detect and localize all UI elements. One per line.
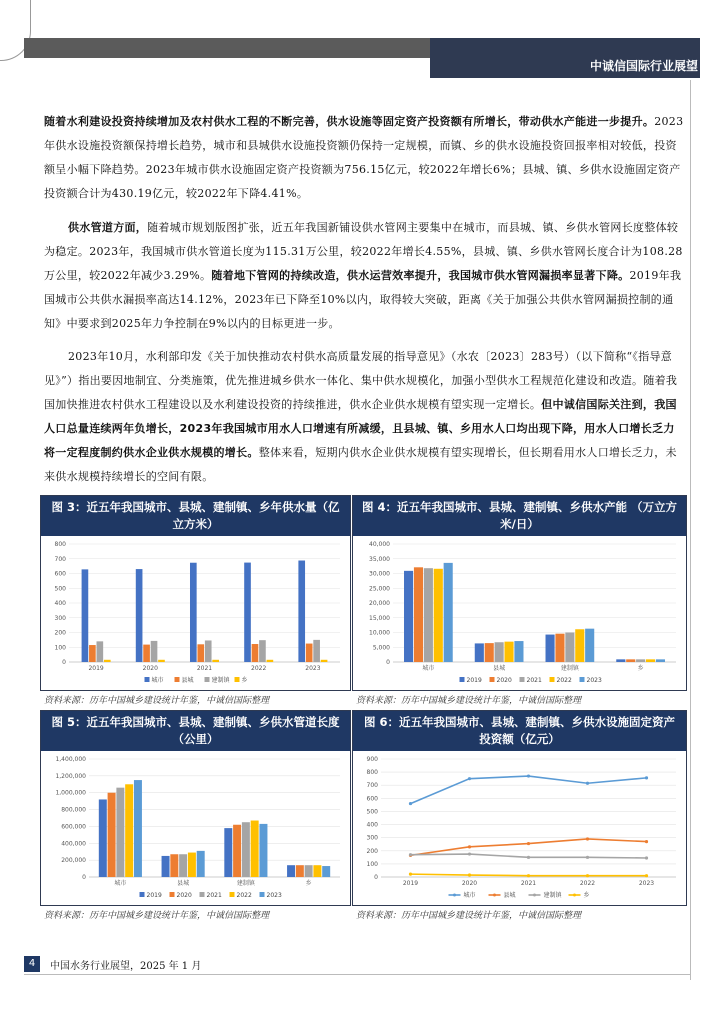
point-建制镇: [586, 856, 589, 859]
bar-乡-2023: [321, 660, 328, 662]
bar-2021-建制镇: [565, 633, 574, 663]
y-tick-label: 700: [54, 555, 66, 563]
legend-swatch: [170, 892, 175, 897]
y-tick-label: 0: [62, 659, 66, 666]
legend-label: 2023: [586, 677, 602, 684]
bar-2020-建制镇: [233, 825, 241, 877]
bar-2019-城市: [404, 571, 413, 662]
point-乡: [409, 873, 412, 876]
y-tick-label: 400,000: [61, 840, 86, 848]
figure-5-source: 资料来源：历年中国城乡建设统计年鉴，中诚信国际整理: [44, 911, 270, 921]
y-tick-label: 400: [366, 821, 378, 829]
point-县城: [586, 837, 589, 840]
x-tick-label: 建制镇: [236, 880, 255, 887]
bar-2022-乡: [313, 865, 321, 877]
y-tick-label: 20,000: [369, 600, 390, 607]
y-tick-label: 700: [366, 782, 378, 790]
y-tick-label: 100: [366, 860, 378, 868]
paragraph-2-text2: 2019年我国城市公共供水漏损率高达14.12%，2023年已下降至10%以内，取得较大突破，距离《关于加强公共供水管网漏损控制的通知》中要求到2025年力争控制在9%以内的目标更进一步。: [44, 269, 682, 330]
y-tick-label: 10,000: [369, 629, 390, 637]
bar-2021-乡: [305, 865, 313, 877]
bar-2021-县城: [495, 642, 504, 662]
line-城市: [411, 776, 647, 804]
figure-4-chart: [353, 536, 686, 690]
bar-2022-县城: [188, 853, 196, 877]
x-tick-label: 县城: [177, 880, 190, 887]
paragraph-1: [44, 110, 684, 206]
x-tick-label: 2022: [251, 665, 267, 672]
paragraph-3-text: 2023年10月，水利部印发《关于加快推动农村供水高质量发展的指导意见》（水农〔2023〕283号）（以下简称“《指导意见》”）指出要因地制宜、分类施策，优先推进城乡供水一体化、集中供水规模化，加强小型供水工程规范化建设和改造。随着我国加快推进农村供水工程建设以及水利建设投资的持续推进，供水企业供水规模有望实现一定增长。: [44, 350, 678, 411]
bar-2019-建制镇: [546, 635, 555, 662]
point-城市: [645, 776, 648, 779]
legend-swatch: [460, 677, 465, 682]
y-tick-label: 800: [54, 541, 66, 548]
y-tick-label: 1,000,000: [55, 789, 86, 797]
page-number: 4: [24, 956, 40, 972]
point-乡: [586, 874, 589, 877]
bar-城市-2022: [244, 563, 251, 662]
y-tick-label: 0: [386, 659, 390, 666]
y-tick-label: 300: [54, 614, 66, 622]
point-建制镇: [645, 856, 648, 859]
legend-label: 县城: [181, 677, 194, 684]
y-tick-label: 30,000: [369, 570, 390, 578]
figure-4-title: 图 4：近五年我国城市、县城、建制镇、乡供水产能 （万立方米/日）: [353, 496, 686, 536]
legend-label: 县城: [503, 892, 516, 899]
footer-text: 中国水务行业展望，2025 年 1 月: [50, 961, 202, 972]
bar-建制镇-2020: [151, 641, 158, 662]
figure-3-chart: [41, 536, 350, 690]
bar-2023-县城: [197, 851, 205, 877]
bar-2021-建制镇: [242, 822, 250, 877]
paragraph-1-text: 2023年供水设施投资额保持增长趋势，城市和县城供水设施投资额仍保持一定规模，而镇、乡的供水设施投资回报率相对较低，投资额呈小幅下降趋势。2023年城市供水设施固定资产投资额为756.15亿元，较2022年增长6%；县城、镇、乡供水设施固定资产投资额合计为430.19亿元，较2022年下降4.41%。: [44, 115, 684, 200]
legend-label: 城市: [463, 892, 476, 899]
legend-label: 建制镇: [543, 892, 562, 899]
figure-5-title: 图 5：近五年我国城市、县城、建制镇、乡供水管道长度（公里）: [41, 711, 350, 751]
point-县城: [527, 842, 530, 845]
figure-6-chart: [353, 751, 686, 905]
x-tick-label: 2023: [305, 665, 321, 672]
legend-label: 2021: [206, 892, 222, 899]
figure-5-chart: [41, 751, 350, 905]
x-tick-label: 城市: [114, 880, 127, 887]
bar-县城-2022: [252, 644, 259, 662]
bar-2021-城市: [116, 788, 124, 877]
bar-2020-乡: [296, 865, 304, 877]
paragraph-2-bold: 随着地下管网的持续改造，供水运营效率提升，我国城市供水管网漏损率显著下降。: [211, 269, 630, 282]
y-tick-label: 200: [366, 847, 378, 855]
bar-2020-县城: [485, 643, 494, 662]
x-tick-label: 建制镇: [560, 665, 579, 672]
bar-2019-乡: [616, 659, 625, 662]
paragraph-2: [44, 216, 684, 336]
bar-建制镇-2021: [205, 640, 212, 662]
x-tick-label: 2022: [579, 880, 596, 887]
bar-城市-2021: [190, 563, 197, 662]
x-tick-label: 乡: [305, 880, 312, 887]
x-tick-label: 2021: [520, 880, 537, 887]
bar-2021-城市: [424, 568, 433, 662]
legend-label: 建制镇: [211, 677, 230, 684]
x-tick-label: 2020: [142, 665, 158, 672]
bar-乡-2019: [104, 660, 111, 662]
bar-乡-2021: [212, 660, 219, 662]
legend-label: 2020: [496, 677, 512, 684]
y-tick-label: 200,000: [61, 857, 86, 865]
legend-swatch: [550, 677, 555, 682]
point-建制镇: [409, 853, 412, 856]
y-tick-label: 300: [366, 834, 378, 842]
bar-2022-城市: [434, 569, 443, 662]
bar-2022-建制镇: [575, 629, 584, 662]
x-tick-label: 2019: [402, 880, 419, 887]
legend-label: 2019: [466, 677, 482, 684]
x-tick-label: 2023: [638, 880, 655, 887]
figure-3-source: 资料来源：历年中国城乡建设统计年鉴，中诚信国际整理: [44, 696, 270, 706]
y-tick-label: 500: [54, 585, 66, 593]
point-乡: [468, 873, 471, 876]
bar-2023-城市: [134, 780, 142, 877]
paragraph-3-text2: 整体来看，短期内供水企业供水规模有望实现增长，但长期看用水人口增长乏力，未来供水规模持续增长的空间有限。: [44, 446, 677, 483]
bar-乡-2022: [267, 660, 274, 662]
figure-3-title: 图 3：近五年我国城市、县城、建制镇、乡年供水量（亿立方米）: [41, 496, 350, 536]
point-县城: [645, 840, 648, 843]
point-建制镇: [527, 856, 530, 859]
x-tick-label: 2020: [461, 880, 478, 887]
point-城市: [586, 782, 589, 785]
y-tick-label: 200: [54, 629, 66, 637]
point-乡: [645, 874, 648, 877]
figure-4: [352, 495, 687, 691]
y-tick-label: 5,000: [372, 644, 390, 652]
x-tick-label: 2021: [196, 665, 213, 672]
y-tick-label: 600: [366, 795, 378, 803]
point-城市: [468, 777, 471, 780]
bar-2022-乡: [646, 659, 655, 662]
bar-2022-县城: [504, 642, 513, 662]
legend-marker: [533, 894, 536, 897]
y-tick-label: 25,000: [369, 585, 390, 593]
bar-县城-2023: [306, 644, 313, 662]
legend-swatch: [520, 677, 525, 682]
y-tick-label: 1,400,000: [55, 756, 86, 763]
paragraph-1-lead: 随着水利建设投资持续增加及农村供水工程的不断完善，供水设施等固定资产投资额有所增长，带动供水产能进一步提升。: [44, 115, 655, 128]
paragraph-2-text: 随着城市规划版图扩张，近五年我国新铺设供水管网主要集中在城市，而县城、镇、乡供水管网长度整体较为稳定。2023年，我国城市供水管道长度为115.31万公里，较2022年增长4.55%，县城、镇、乡供水管网长度合计为108.28万公里，较2022年减少3.29%。: [44, 221, 683, 282]
legend-swatch: [230, 892, 235, 897]
legend-marker: [493, 894, 496, 897]
legend-label: 2020: [176, 892, 192, 899]
x-tick-label: 2019: [88, 665, 104, 672]
y-tick-label: 35,000: [369, 555, 390, 563]
bar-2023-乡: [656, 659, 665, 662]
y-tick-label: 900: [366, 756, 378, 763]
bar-建制镇-2019: [97, 641, 104, 662]
bar-2019-建制镇: [224, 828, 232, 877]
legend-swatch: [205, 677, 210, 682]
bar-县城-2021: [197, 644, 204, 662]
bar-2020-县城: [170, 854, 178, 877]
bar-2020-城市: [108, 793, 116, 877]
x-tick-label: 城市: [422, 665, 435, 672]
y-tick-label: 15,000: [369, 614, 390, 622]
figure-5: [40, 710, 351, 906]
footer-rule: [24, 974, 690, 975]
bar-2023-建制镇: [585, 629, 594, 662]
legend-swatch: [175, 677, 180, 682]
right-rule: [690, 80, 691, 980]
bar-2023-县城: [514, 641, 523, 662]
bar-2022-建制镇: [251, 821, 259, 877]
legend-swatch: [490, 677, 495, 682]
y-tick-label: 0: [82, 874, 86, 881]
point-县城: [468, 845, 471, 848]
bar-2020-城市: [414, 567, 423, 662]
bar-2019-县城: [475, 643, 484, 662]
bar-2021-乡: [636, 659, 645, 662]
y-tick-label: 600,000: [61, 823, 86, 831]
point-乡: [527, 874, 530, 877]
legend-swatch: [580, 677, 585, 682]
y-tick-label: 1,200,000: [55, 772, 86, 780]
figure-6-source: 资料来源：历年中国城乡建设统计年鉴，中诚信国际整理: [356, 911, 582, 921]
point-城市: [527, 774, 530, 777]
legend-marker: [453, 894, 456, 897]
bar-县城-2019: [89, 645, 96, 662]
bar-2020-建制镇: [555, 634, 564, 662]
legend-swatch: [145, 677, 150, 682]
bar-2021-县城: [179, 854, 187, 877]
y-tick-label: 600: [54, 570, 66, 578]
legend-marker: [573, 894, 576, 897]
header-title: 中诚信国际行业展望: [589, 59, 698, 73]
point-建制镇: [468, 852, 471, 855]
bar-2019-城市: [99, 799, 107, 877]
bar-2019-县城: [162, 856, 170, 877]
bar-2022-城市: [125, 784, 133, 877]
y-tick-label: 100: [54, 644, 66, 652]
paragraph-2-lead: 供水管道方面，: [68, 221, 148, 234]
y-tick-label: 800: [366, 769, 378, 777]
legend-label: 乡: [583, 892, 590, 899]
legend-label: 2022: [556, 677, 572, 684]
y-tick-label: 40,000: [369, 541, 390, 548]
line-县城: [411, 839, 647, 855]
y-tick-label: 0: [374, 874, 378, 881]
bar-2020-乡: [626, 659, 635, 662]
figure-6: [352, 710, 687, 906]
legend-label: 2019: [146, 892, 162, 899]
paragraph-3: [44, 345, 684, 489]
legend-label: 城市: [151, 677, 164, 684]
legend-swatch: [235, 677, 240, 682]
paragraph-3-bold: 但中诚信国际关注到，我国人口总量连续两年负增长，2023年我国城市用水人口增速有所减缓，且县城、镇、乡用水人口均出现下降，用水人口增长乏力将一定程度制约供水企业供水规模的增长。: [44, 398, 677, 459]
legend-label: 2023: [266, 892, 282, 899]
x-tick-label: 乡: [637, 665, 644, 672]
point-城市: [409, 802, 412, 805]
y-tick-label: 500: [366, 808, 378, 816]
bar-2023-建制镇: [259, 824, 267, 877]
bar-2023-乡: [322, 866, 330, 877]
legend-label: 2021: [526, 677, 542, 684]
bar-建制镇-2023: [313, 640, 320, 662]
legend-swatch: [140, 892, 145, 897]
bar-建制镇-2022: [259, 640, 266, 662]
bar-2019-乡: [287, 865, 295, 877]
figure-4-source: 资料来源：历年中国城乡建设统计年鉴，中诚信国际整理: [356, 696, 582, 706]
bar-城市-2019: [82, 569, 89, 662]
bar-城市-2020: [136, 569, 143, 662]
bar-县城-2020: [143, 645, 150, 662]
figure-3: [40, 495, 351, 691]
figure-6-title: 图 6：近五年我国城市、县城、建制镇、乡供水设施固定资产投资额（亿元）: [353, 711, 686, 751]
y-tick-label: 800,000: [61, 806, 86, 814]
bar-乡-2020: [158, 660, 165, 662]
legend-swatch: [260, 892, 265, 897]
y-tick-label: 400: [54, 600, 66, 607]
x-tick-label: 县城: [493, 665, 506, 672]
bar-城市-2023: [298, 561, 305, 662]
legend-label: 乡: [241, 677, 248, 684]
legend-label: 2022: [236, 892, 252, 899]
legend-swatch: [200, 892, 205, 897]
bar-2023-城市: [444, 563, 453, 662]
